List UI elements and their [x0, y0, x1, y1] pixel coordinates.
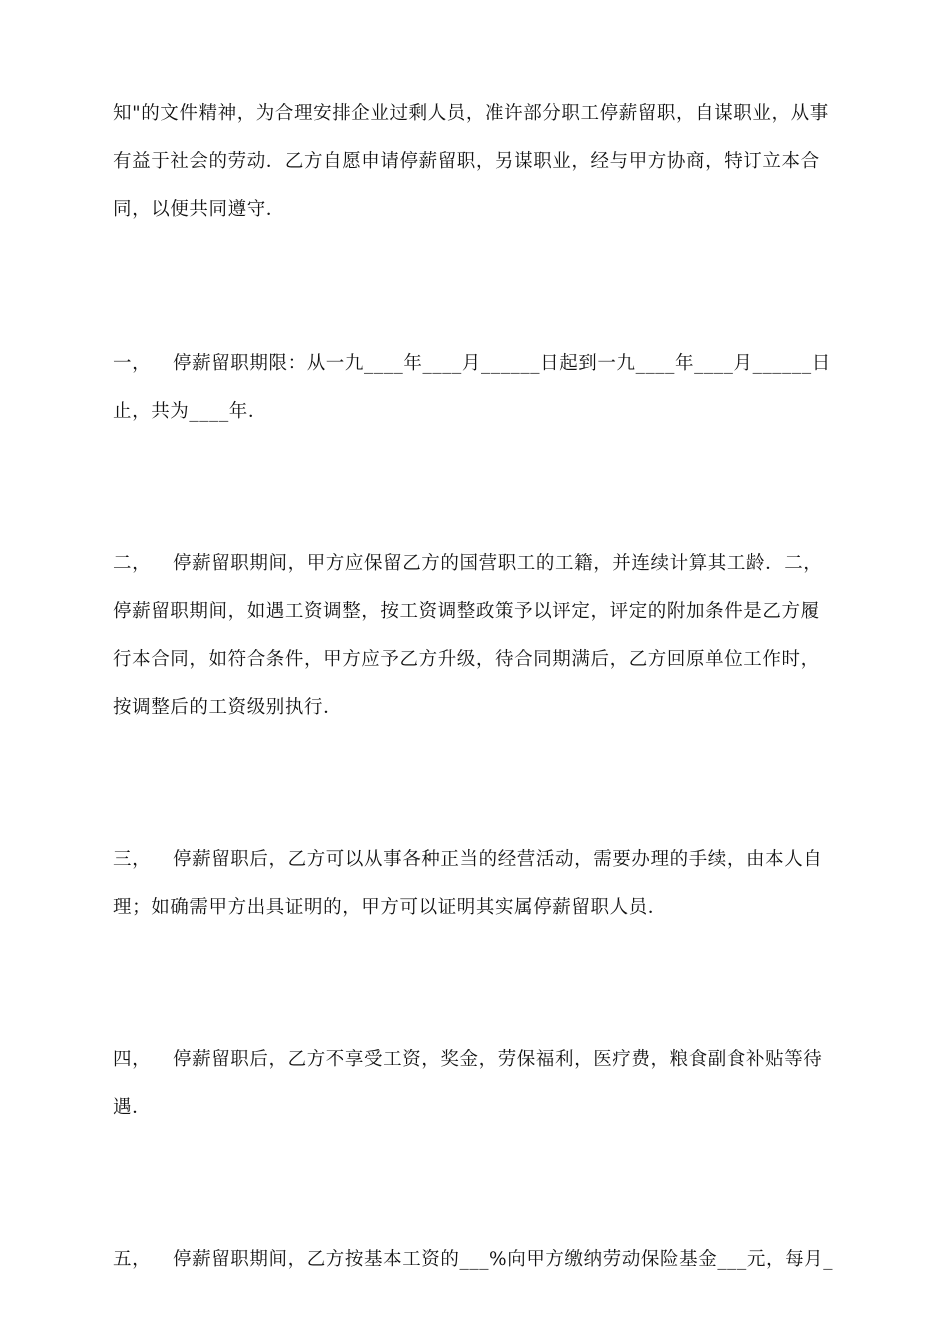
clause-line: [113, 540, 838, 588]
clause-line: [113, 340, 838, 388]
clause-line: 按调整后的工资级别执行．: [113, 697, 343, 718]
clause-number: 一，: [113, 353, 152, 374]
intro-line: 同，以便共同遵守．: [113, 199, 285, 220]
clause-4: [113, 1036, 838, 1132]
clause-line: 理；如确需甲方出具证明的，甲方可以证明其实属停薪留职人员．: [113, 897, 667, 918]
clause-text: 停薪留职期间，甲方应保留乙方的国营职工的工籍，并连续计算其工龄．二，: [173, 553, 823, 574]
intro-paragraph: [113, 90, 838, 234]
clause-number: 三，: [113, 849, 152, 870]
clause-line: [113, 1036, 838, 1084]
clause-line: 停薪留职期间，如遇工资调整，按工资调整政策予以评定，评定的附加条件是乙方履: [113, 601, 820, 622]
clause-text: 停薪留职期间，乙方按基本工资的___%向甲方缴纳劳动保险基金___元，每月_: [173, 1249, 834, 1270]
clause-line: 止，共为____年．: [113, 401, 268, 422]
clause-1: [113, 340, 838, 436]
clause-number: 四，: [113, 1049, 152, 1070]
clause-text: 停薪留职后，乙方不享受工资，奖金，劳保福利，医疗费，粮食副食补贴等待: [173, 1049, 823, 1070]
clause-5: [113, 1236, 838, 1284]
clause-text: 停薪留职后，乙方可以从事各种正当的经营活动，需要办理的手续，由本人自: [173, 849, 823, 870]
clause-number: 五，: [113, 1249, 152, 1270]
intro-line: 有益于社会的劳动．乙方自愿申请停薪留职，另谋职业，经与甲方协商，特订立本合: [113, 151, 820, 172]
clause-line: 遇．: [113, 1097, 152, 1118]
intro-line: 知"的文件精神，为合理安排企业过剩人员，准许部分职工停薪留职，自谋职业，从事: [113, 103, 829, 124]
clause-line: [113, 836, 838, 884]
clause-text: 停薪留职期限：从一九____年____月______日起到一九____年____月______日: [173, 353, 831, 374]
clause-3: [113, 836, 838, 932]
clause-number: 二，: [113, 553, 152, 574]
clause-line: 行本合同，如符合条件，甲方应予乙方升级，待合同期满后，乙方回原单位工作时，: [113, 649, 820, 670]
clause-2: [113, 540, 838, 732]
clause-line: [113, 1236, 838, 1284]
